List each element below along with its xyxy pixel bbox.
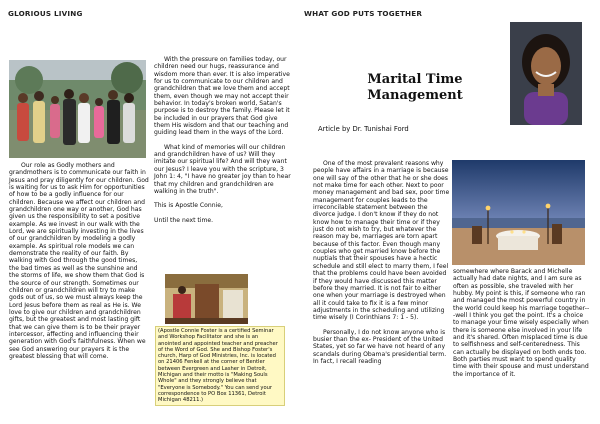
article-title-line-2: Management	[367, 88, 463, 103]
family-photo-illustration	[9, 60, 146, 158]
right-column-2-text: somewhere where Barack and Michelle actually had date nights, and I am sure as often as possible, she traveled with her hubby. My point is this, if someone who ran and managed the most powerful country in the world could keep his marriage together---well I think you get the point. It's a choice to manage your time wisely especially when there is someone else involved in your life and it's shared. Often misplaced time is due to selfishness and self-centeredness. This can actually be displayed on both ends too. Both parties must want to spend quality time with their spouse and must understand the importance of it.	[453, 268, 590, 378]
left-column-1-text: Our role as Godly mothers and grandmothers is to communicate our faith in Jesus and pray diligently for our children. God is waiting for us to ask Him for opportunities of how to be a godly influence for our children. Because we affect our children and grandchildren one way or another, God has given us the responsibility to set a positive example. As we invest in our walk with the Lord, we are spiritually investing in the lives of our grandchildren by modeling a godly example. As spiritual role models we can demonstrate the reality of our faith. By walking with God through the good times, the bad times as well as the sunshine and the storms of life, we show them that God is the source of our strength. Sometimes our children or grandchildren will try to make gods out of us, so we must always keep the Lord Jesus before them as real as He is. We love to give our children and grandchildren gifts, but the greatest and most lasting gift that we can give them is to be their prayer intercessor, affecting and influencing their generation with God's faithfulness. When we see God answering our prayers it is the greatest blessing that will come.	[9, 162, 149, 360]
left-col2-paragraph-4: Until the next time.	[154, 216, 214, 224]
church-photo	[165, 274, 248, 324]
beach-dinner-photo	[452, 160, 585, 265]
beach-dinner-illustration	[452, 160, 585, 265]
right-page-header: WHAT GOD PUTS TOGETHER	[304, 9, 423, 18]
left-col2-paragraph-3: This is Apostle Connie,	[154, 202, 223, 210]
author-bio-caption: (Apostle Connie Foster is a certified Seminar and Workshop Facilitator and she is an anointed and appointed teacher and preacher of the Word of God. She and Bishop Foster's church, Harp of God Ministries, Inc. is located on 21406 Fenkell at the corner of Bentler between Evergreen and Lasher in Detroit, Michigan and their motto is "Making Souls Whole" and they strongly believe that "Everyone is Somebody." You can send your correspondence to PO Box 11361, Detroit Michigan 48211.)	[155, 326, 285, 406]
church-photo-illustration	[165, 274, 248, 324]
right-col1-paragraph-1: One of the most prevalent reasons why people have affairs in a marriage is because one will say of the other that he or she does not make time for each other. Next to poor money management and bad sex, poor time management for couples leads to the irreconcilable statement between the divorce judge. I don't know if they do not know how to manage their time or if they just do not wish to try, but whatever the reason may be, marriages are torn apart because of this factor. Even though many couples who get married know before the nuptials that their spouses have a hectic schedule and still elect to marry them, I feel that the problems could have been avoided if they would have discussed this matter before they married. It is not fair to either one when your marriage is destroyed when all it could take to fix it is a few minor adjustments in the scheduling and utilizing time wisely (I Corinthians 7: 1 - 5).	[313, 160, 450, 322]
author-portrait-illustration	[510, 22, 582, 125]
right-column-1	[313, 160, 451, 372]
author-portrait	[510, 22, 582, 125]
left-column-2	[154, 56, 294, 231]
left-col2-paragraph-1: With the pressure on families today, our children need our hugs, reassurance and wisdom more than ever. It is also imperative for us to communicate to our children and grandchildren that we love them and accept them, even though we may not accept their behavior. In today's broken world, Satan's purpose is to destroy the family. Please let it be included in our prayers that God give them His wisdom and that our teaching and guiding lead them in the ways of the Lord.	[154, 56, 290, 137]
article-title-line-1: Marital Time	[367, 72, 463, 87]
right-col1-paragraph-2: Personally, I do not know anyone who is busier than the ex- President of the United States, yet so far we have not heard of any scandals during Obama's presidential term. In fact, I recall reading	[313, 328, 447, 365]
article-byline: Article by Dr. Tunishai Ford	[318, 125, 409, 133]
article-title	[325, 72, 505, 104]
left-page-header: GLORIOUS LIVING	[8, 9, 83, 18]
family-photo	[9, 60, 146, 158]
left-col2-paragraph-2: What kind of memories will our children and grandchildren have of us? Will they imitate our spiritual life? And will they want our Jesus? I leave you with the scripture, 3 John 1: 4, "I have no greater joy than to hear that my children and grandchildren are walking in the truth".	[154, 143, 291, 195]
